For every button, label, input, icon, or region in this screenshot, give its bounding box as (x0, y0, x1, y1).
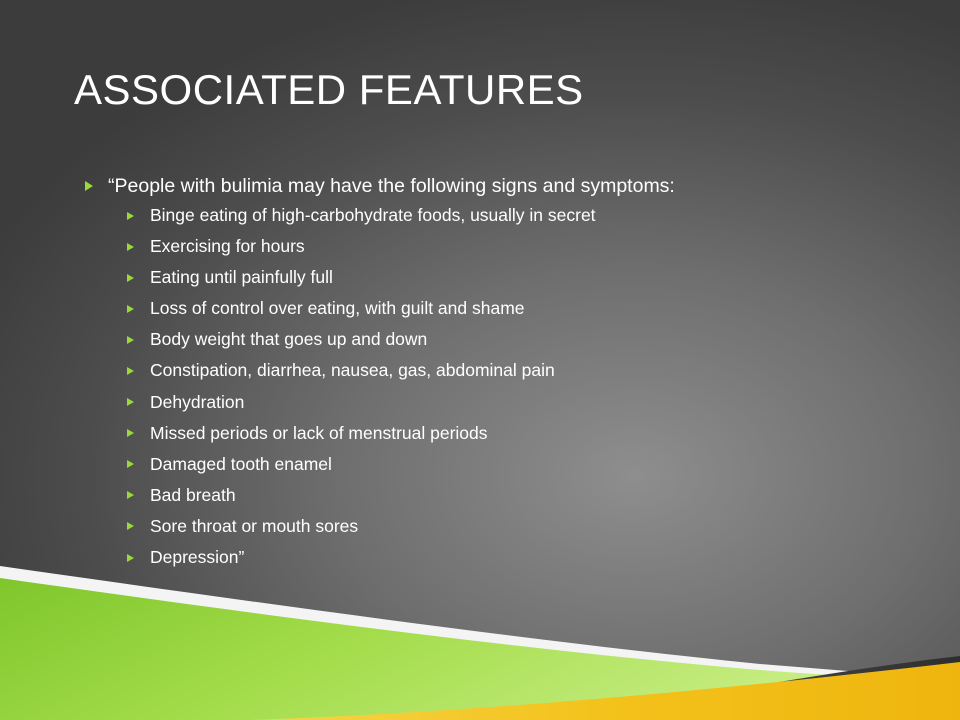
triangle-bullet-icon (126, 296, 140, 321)
symptom-item (126, 452, 944, 483)
triangle-bullet-icon (126, 514, 140, 539)
triangle-bullet-icon (84, 172, 98, 200)
triangle-bullet-icon (126, 452, 140, 477)
triangle-bullet-icon (126, 358, 140, 383)
triangle-bullet-icon (126, 265, 140, 290)
symptom-text: Sore throat or mouth sores (150, 515, 359, 536)
symptom-text: Constipation, diarrhea, nausea, gas, abdominal pain (150, 360, 555, 381)
triangle-bullet-icon (126, 234, 140, 259)
triangle-bullet-icon (126, 390, 140, 415)
symptom-text: Dehydration (150, 391, 245, 412)
symptom-item (126, 421, 944, 452)
symptom-item (126, 265, 944, 296)
symptom-text: Binge eating of high-carbohydrate foods, usually in secret (150, 205, 596, 225)
symptom-item (126, 483, 944, 514)
symptom-item (126, 296, 944, 327)
symptom-item (126, 327, 944, 358)
triangle-bullet-icon (126, 327, 140, 352)
symptom-text: Body weight that goes up and down (150, 329, 428, 350)
symptom-text: Damaged tooth enamel (150, 453, 332, 474)
symptom-text: Loss of control over eating, with guilt and shame (150, 298, 525, 319)
triangle-bullet-icon (126, 421, 140, 446)
slide-title: ASSOCIATED FEATURES (74, 66, 584, 113)
main-bullet-text: “People with bulimia may have the following signs and symptoms: (108, 175, 675, 197)
decorative-swoosh (0, 540, 960, 720)
symptom-text: Eating until painfully full (150, 267, 333, 288)
symptom-list (126, 203, 944, 576)
triangle-bullet-icon (126, 203, 140, 228)
symptom-text: Exercising for hours (150, 236, 305, 257)
symptom-text: Bad breath (150, 484, 236, 505)
symptom-item (126, 358, 944, 389)
symptom-text: Depression” (150, 547, 245, 568)
symptom-item (126, 234, 944, 265)
symptom-item (126, 203, 944, 234)
symptom-item (126, 390, 944, 421)
bullet-list (84, 172, 944, 576)
main-bullet-item (84, 172, 944, 576)
triangle-bullet-icon (126, 483, 140, 508)
symptom-text: Missed periods or lack of menstrual periods (150, 422, 488, 443)
